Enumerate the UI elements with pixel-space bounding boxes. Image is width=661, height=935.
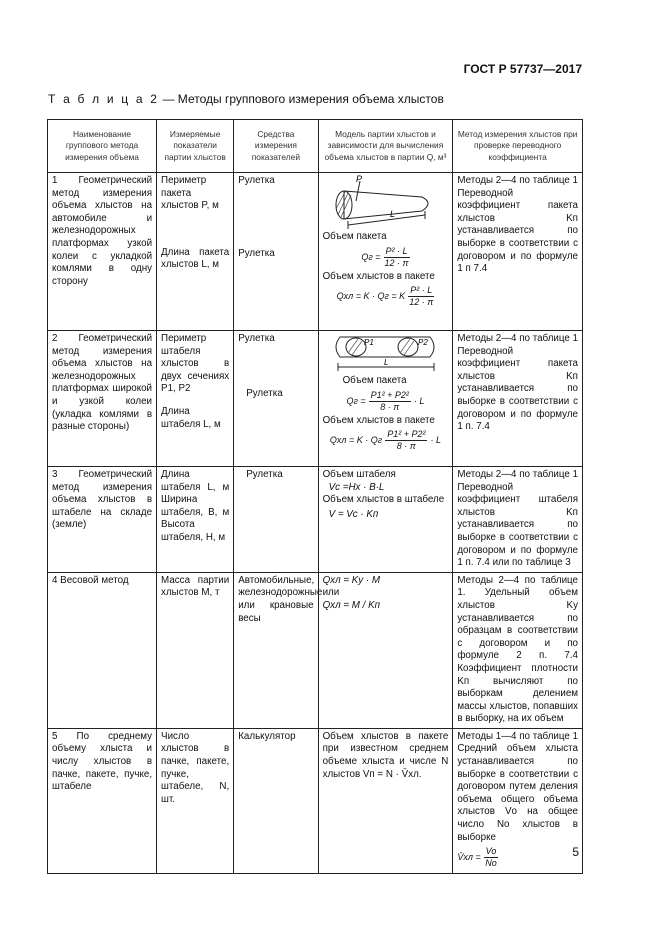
r2f1-right: · L <box>413 395 425 406</box>
row3-model <box>318 467 453 573</box>
methods-table <box>47 119 583 874</box>
row5-model: Объем хлыстов в пакете при известном среднем объеме хлыста и числе N хлыстов Vп = N · V̄хл. <box>318 728 453 873</box>
row2-tools <box>234 331 318 467</box>
r2f2-left: Qхл = K · Qг <box>329 435 383 446</box>
page-number: 5 <box>572 845 579 859</box>
caption-prefix: Т а б л и ц а 2 <box>48 92 160 106</box>
row1-formula-2 <box>323 285 449 308</box>
table-row <box>48 173 583 331</box>
header-params: Измеряемые показатели партии хлыстов <box>157 120 234 173</box>
bundle-figure-1 <box>330 175 440 231</box>
row2-params <box>157 331 234 467</box>
row2-check: Методы 2—4 по таблице 1 Переводной коэффициент пакета хлыстов Kп устанавливается по выборке в соответствии с договором и по формуле 1 п. 7.4 <box>453 331 583 467</box>
table-header-row <box>48 120 583 173</box>
row3-tools-text: Рулетка <box>246 469 283 480</box>
row2-formula-1 <box>323 390 449 413</box>
row4-method: 4 Весовой метод <box>48 572 157 728</box>
row3-model-f1: Vс =Hх · B·L <box>328 481 385 493</box>
row1-model-l1: Объем пакета <box>322 231 387 242</box>
f2-left: Qхл = K · Qг = K <box>336 291 406 302</box>
row5-check-formula <box>457 846 578 869</box>
row1-tools <box>234 173 318 331</box>
r2f1-num: P1² + P2² <box>370 389 409 400</box>
row2-method: 2 Геометрический метод измерения объема хлыстов на железнодорожных платформах широкой и узкой колеи (укладка комлями в разные стороны) <box>48 331 157 467</box>
r2f2-num: P1² + P2² <box>387 429 426 440</box>
r2f1-left: Qг = <box>346 395 366 406</box>
row5-check <box>453 728 583 873</box>
header-check: Метод измерения хлыстов при проверке переводного коэффициента <box>453 120 583 173</box>
row1-formula-1 <box>323 246 449 269</box>
table-row <box>48 467 583 573</box>
f2-den: 12 · π <box>409 297 434 308</box>
row3-model-f2: V = Vс · Kп <box>328 508 379 520</box>
row1-model <box>318 173 453 331</box>
row1-params <box>157 173 234 331</box>
table-row <box>48 572 583 728</box>
row2-model <box>318 331 453 467</box>
r5-left: V̄хл = <box>457 852 481 863</box>
r5-den: No <box>485 858 497 869</box>
row4-model-or: или <box>322 587 340 599</box>
row1-params-a: Периметр пакета хлыстов P, м <box>161 175 219 212</box>
row2-tools-a: Рулетка <box>238 333 275 344</box>
fig1-label-l: L <box>390 209 396 219</box>
row4-model <box>318 572 453 728</box>
caption-text: — Методы группового измерения объема хлыстов <box>159 92 444 106</box>
row2-params-b: Длина штабеля L, м <box>161 405 221 430</box>
row1-params-b: Длина пакета хлыстов L, м <box>161 246 230 271</box>
row1-tools-a: Рулетка <box>238 175 275 186</box>
row1-check: Методы 2—4 по таблице 1 Переводной коэффициент пакета хлыстов Kп устанавливается по выборке в соответствии с договором и по формуле 1 п 7.4 <box>453 173 583 331</box>
row1-model-l2: Объем хлыстов в пакете <box>322 270 435 282</box>
fig2-label-p2: P2 <box>418 338 429 347</box>
row3-model-l1: Объем штабеля <box>322 469 396 480</box>
row5-check-text: Методы 1—4 по таблице 1 Средний объем хлыста устанавливается по выборке в соответствии с договором путем деления объема общего объема хлыстов Vо на общее число Nо хлыстов в выборке <box>457 730 579 843</box>
row5-params: Число хлыстов в пачке, пакете, пучке, штабеле, N, шт. <box>157 728 234 873</box>
row4-check: Методы 2—4 по таблице 1. Удельный объем хлыстов Kу устанавливается по образцам в соответствии с договором и по формуле 2 п. 7.4 Коэффициент плотности Kп вычисляют по выборкам делением массы хлыстов, попавших в выборку, на их объем <box>453 572 583 728</box>
header-method: Наименование группового метода измерения объема <box>48 120 157 173</box>
row4-model-f1: Qхл = Kу · M <box>322 574 381 586</box>
fig1-label-p: P <box>356 175 363 184</box>
f2-num: P² · L <box>410 285 433 296</box>
f1-num: P² · L <box>385 245 408 256</box>
fig2-label-p1: P1 <box>364 338 375 347</box>
row2-tools-b: Рулетка <box>246 387 283 399</box>
r2f2-right: · L <box>430 435 441 446</box>
table-row <box>48 331 583 467</box>
row3-model-l2: Объем хлыстов в штабеле <box>322 494 445 506</box>
header-tools: Средства измерения показателей <box>234 120 318 173</box>
row2-formula-2 <box>323 429 449 452</box>
row5-method: 5 По среднему объему хлыста и числу хлыстов в пачке, пакете, пучке, штабеле <box>48 728 157 873</box>
row3-method: 3 Геометрический метод измерения объема хлыстов в штабеле на складе (земле) <box>48 467 157 573</box>
r2f1-den: 8 · π <box>380 401 400 412</box>
bundle-figure-2 <box>326 333 444 375</box>
header-model: Модель партии хлыстов и зависимости для вычисления объема хлыстов в партии Q, м³ <box>318 120 453 173</box>
row2-model-l1: Объем пакета <box>342 375 407 386</box>
row3-check: Методы 2—4 по таблице 1 Переводной коэффициент штабеля хлыстов Kп устанавливается по выборке в соответствии с договором и по формуле 1 п. 7.4 или по таблице 3 <box>453 467 583 573</box>
r2f2-den: 8 · π <box>396 441 416 452</box>
row3-tools <box>234 467 318 573</box>
row1-tools-b: Рулетка <box>238 247 275 259</box>
table-row <box>48 728 583 873</box>
fig2-label-l: L <box>384 358 389 367</box>
row1-method: 1 Геометрический метод измерения объема хлыстов на автомобиле и железнодорожных платформах узкой колеи с укладкой комлями в одну сторону <box>48 173 157 331</box>
standard-header: ГОСТ Р 57737—2017 <box>463 62 582 76</box>
row5-tools: Калькулятор <box>234 728 318 873</box>
row2-model-l2: Объем хлыстов в пакете <box>322 414 435 426</box>
f1-left: Qг = <box>361 251 381 262</box>
row2-params-a: Периметр штабеля хлыстов в двух сечениях P1, P2 <box>161 333 230 395</box>
table-caption <box>48 92 444 106</box>
r5-num: Vo <box>485 846 497 857</box>
row3-params: Длина штабеля L, м Ширина штабеля, В, м Высота штабеля, Н, м <box>157 467 234 573</box>
row4-model-f2: Qхл = M / Kп <box>322 599 381 611</box>
row4-tools: Автомобильные, железнодорожные или крановые весы <box>234 572 318 728</box>
f1-den: 12 · π <box>384 257 409 268</box>
row4-params: Масса партии хлыстов M, т <box>157 572 234 728</box>
